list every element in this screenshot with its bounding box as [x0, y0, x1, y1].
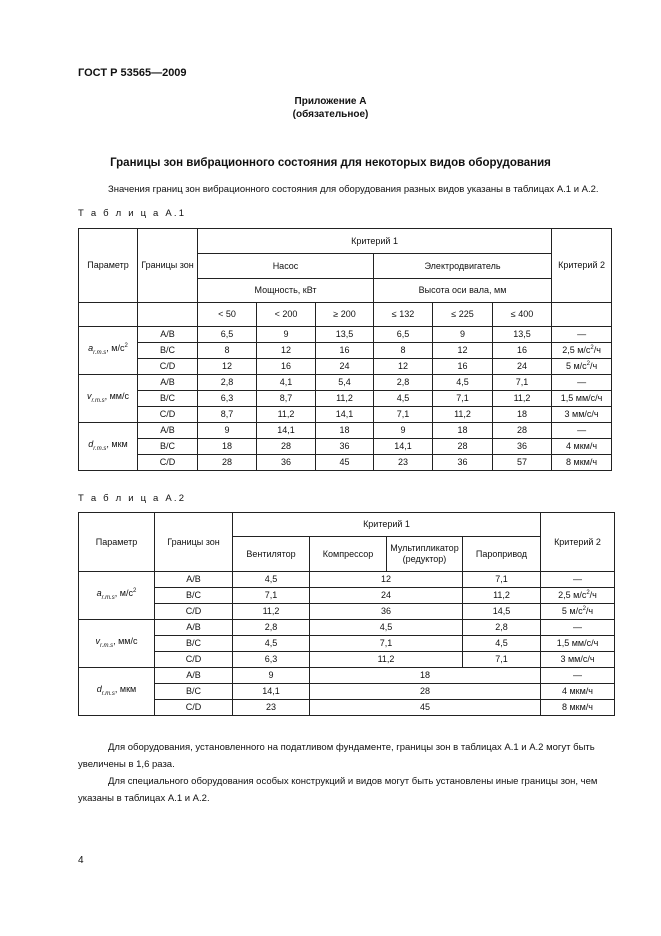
t2-header-zones: Границы зон — [155, 513, 233, 572]
zone-cell: B/C — [138, 391, 198, 407]
value-cell: 6,5 — [374, 327, 433, 343]
value-cell: 7,1 — [463, 572, 541, 588]
table-row — [79, 439, 612, 455]
t1-header-zones: Границы зон — [138, 229, 198, 303]
value-cell: 2,8 — [374, 375, 433, 391]
t2-header-fan: Вентилятор — [233, 537, 310, 572]
t1-subheader-row — [79, 303, 612, 327]
value-cell: 28 — [257, 439, 316, 455]
value-cell: 7,1 — [433, 391, 493, 407]
value-cell: 24 — [316, 359, 374, 375]
value-cell: 16 — [316, 343, 374, 359]
value-cell: 28 — [310, 684, 541, 700]
appendix-note: (обязательное) — [292, 109, 369, 120]
value-cell: 13,5 — [316, 327, 374, 343]
criterion2-cell: — — [541, 668, 615, 684]
zone-cell: A/B — [138, 375, 198, 391]
criterion2-cell: 4 мкм/ч — [541, 684, 615, 700]
criterion2-cell: 8 мкм/ч — [541, 700, 615, 716]
table-row — [79, 359, 612, 375]
zone-cell: C/D — [138, 407, 198, 423]
table1-label: Т а б л и ц а А.1 — [78, 208, 187, 219]
table-row — [79, 588, 615, 604]
t2-header-multiplier: Мультипликатор (редуктор) — [387, 537, 463, 572]
value-cell: 18 — [433, 423, 493, 439]
value-cell: 7,1 — [493, 375, 552, 391]
value-cell: 8 — [374, 343, 433, 359]
value-cell: 11,2 — [257, 407, 316, 423]
criterion2-cell: 1,5 мм/с/ч — [552, 391, 612, 407]
value-cell: 8,7 — [257, 391, 316, 407]
criterion2-cell: — — [552, 423, 612, 439]
value-cell: 23 — [374, 455, 433, 471]
criterion2-cell: 8 мкм/ч — [552, 455, 612, 471]
value-cell: 2,8 — [463, 620, 541, 636]
note-paragraph-2: Для специального оборудования особых конструкций и видов могут быть установлены иные границы зон, чем указаны в таблицах А.1 и А.2. — [78, 776, 598, 804]
param-cell: $d_{r.m.s}$, мкм — [79, 423, 138, 471]
criterion2-cell: — — [541, 620, 615, 636]
value-cell: 8,7 — [198, 407, 257, 423]
value-cell: 9 — [374, 423, 433, 439]
value-cell: 2,8 — [233, 620, 310, 636]
criterion2-cell: 5 $м/с^2/ч$ — [552, 359, 612, 375]
section-title: Границы зон вибрационного состояния для некоторых видов оборудования — [110, 157, 551, 169]
criterion2-cell: 2,5 $м/с^2/ч$ — [552, 343, 612, 359]
criterion2-cell: 4 мкм/ч — [552, 439, 612, 455]
value-cell: 8 — [198, 343, 257, 359]
value-cell: 36 — [257, 455, 316, 471]
value-cell: 28 — [493, 423, 552, 439]
value-cell: 36 — [310, 604, 463, 620]
value-cell: 12 — [257, 343, 316, 359]
value-cell: 14,1 — [257, 423, 316, 439]
table-row — [79, 343, 612, 359]
value-cell: 6,5 — [198, 327, 257, 343]
value-cell: 6,3 — [198, 391, 257, 407]
t1-col: ≤ 225 — [433, 303, 493, 327]
zone-cell: B/C — [138, 439, 198, 455]
value-cell: 16 — [257, 359, 316, 375]
value-cell: 12 — [310, 572, 463, 588]
value-cell: 7,1 — [310, 636, 463, 652]
t1-header-motor: Электродвигатель — [374, 254, 552, 279]
zone-cell: C/D — [155, 652, 233, 668]
value-cell: 4,1 — [257, 375, 316, 391]
value-cell: 11,2 — [233, 604, 310, 620]
t1-header-pump: Насос — [198, 254, 374, 279]
t1-col: ≥ 200 — [316, 303, 374, 327]
t1-col: < 50 — [198, 303, 257, 327]
value-cell: 7,1 — [374, 407, 433, 423]
table-row — [79, 684, 615, 700]
zone-cell: C/D — [138, 455, 198, 471]
zone-cell: A/B — [138, 423, 198, 439]
table-row — [79, 423, 612, 439]
value-cell: 12 — [374, 359, 433, 375]
table-row — [79, 407, 612, 423]
value-cell: 16 — [493, 343, 552, 359]
value-cell: 11,2 — [433, 407, 493, 423]
value-cell: 18 — [310, 668, 541, 684]
value-cell: 4,5 — [310, 620, 463, 636]
document-header: ГОСТ Р 53565—2009 — [78, 67, 187, 79]
value-cell: 4,5 — [374, 391, 433, 407]
criterion2-cell: 5 $м/с^2/ч$ — [541, 604, 615, 620]
value-cell: 2,8 — [198, 375, 257, 391]
t1-header-height: Высота оси вала, мм — [374, 279, 552, 303]
table-row — [79, 327, 612, 343]
value-cell: 16 — [433, 359, 493, 375]
table-row — [79, 652, 615, 668]
zone-cell: B/C — [155, 588, 233, 604]
table-row — [79, 620, 615, 636]
zone-cell: C/D — [138, 359, 198, 375]
value-cell: 11,2 — [310, 652, 463, 668]
zone-cell: A/B — [155, 572, 233, 588]
value-cell: 4,5 — [233, 636, 310, 652]
t1-header-power: Мощность, кВт — [198, 279, 374, 303]
value-cell: 45 — [316, 455, 374, 471]
zone-cell: A/B — [138, 327, 198, 343]
t1-header-crit2: Критерий 2 — [552, 229, 612, 303]
appendix-title: Приложение А — [294, 96, 367, 107]
table-row — [79, 700, 615, 716]
zone-cell: B/C — [138, 343, 198, 359]
value-cell: 12 — [198, 359, 257, 375]
value-cell: 28 — [433, 439, 493, 455]
value-cell: 18 — [316, 423, 374, 439]
value-cell: 4,5 — [433, 375, 493, 391]
criterion2-cell: — — [552, 375, 612, 391]
value-cell: 36 — [433, 455, 493, 471]
value-cell: 36 — [316, 439, 374, 455]
t2-header-steam: Паропривод — [463, 537, 541, 572]
table-row — [79, 572, 615, 588]
value-cell: 5,4 — [316, 375, 374, 391]
value-cell: 11,2 — [493, 391, 552, 407]
zone-cell: A/B — [155, 620, 233, 636]
value-cell: 4,5 — [233, 572, 310, 588]
t1-header-crit1: Критерий 1 — [198, 229, 552, 254]
value-cell: 28 — [198, 455, 257, 471]
t2-header-crit1: Критерий 1 — [233, 513, 541, 537]
value-cell: 14,1 — [316, 407, 374, 423]
table-row — [79, 604, 615, 620]
param-cell: $v_{r.m.s}$, мм/с — [79, 375, 138, 423]
table-row — [79, 375, 612, 391]
zone-cell: C/D — [155, 604, 233, 620]
value-cell: 14,1 — [233, 684, 310, 700]
value-cell: 11,2 — [463, 588, 541, 604]
zone-cell: B/C — [155, 684, 233, 700]
table-row — [79, 455, 612, 471]
t1-col: ≤ 400 — [493, 303, 552, 327]
page-number: 4 — [78, 855, 84, 866]
criterion2-cell: 1,5 мм/с/ч — [541, 636, 615, 652]
value-cell: 9 — [433, 327, 493, 343]
value-cell: 24 — [493, 359, 552, 375]
value-cell: 7,1 — [463, 652, 541, 668]
value-cell: 9 — [257, 327, 316, 343]
value-cell: 18 — [198, 439, 257, 455]
param-cell: $a_{r.m.s}$, $м/с^2$ — [79, 572, 155, 620]
value-cell: 23 — [233, 700, 310, 716]
t2-header-crit2: Критерий 2 — [541, 513, 615, 572]
value-cell: 12 — [433, 343, 493, 359]
value-cell: 14,5 — [463, 604, 541, 620]
t2-header-compressor: Компрессор — [310, 537, 387, 572]
value-cell: 18 — [493, 407, 552, 423]
value-cell: 4,5 — [463, 636, 541, 652]
value-cell: 6,3 — [233, 652, 310, 668]
criterion2-cell: 3 мм/с/ч — [541, 652, 615, 668]
criterion2-cell: — — [552, 327, 612, 343]
criterion2-cell: 2,5 $м/с^2/ч$ — [541, 588, 615, 604]
param-cell: $a_{r.m.s}$, $м/с^2$ — [79, 327, 138, 375]
value-cell: 14,1 — [374, 439, 433, 455]
value-cell: 36 — [493, 439, 552, 455]
criterion2-cell: 3 мм/с/ч — [552, 407, 612, 423]
zone-cell: C/D — [155, 700, 233, 716]
value-cell: 45 — [310, 700, 541, 716]
param-cell: $d_{r.m.s}$, мкм — [79, 668, 155, 716]
param-cell: $v_{r.m.s}$, мм/с — [79, 620, 155, 668]
t2-header-param: Параметр — [79, 513, 155, 572]
table-a2 — [78, 512, 615, 716]
value-cell: 9 — [198, 423, 257, 439]
value-cell: 57 — [493, 455, 552, 471]
note-paragraph-1: Для оборудования, установленного на податливом фундаменте, границы зон в таблицах А.1 и А.2 могут быть увеличены в 1,6 раза. — [78, 742, 595, 770]
intro-paragraph: Значения границ зон вибрационного состояния для оборудования разных видов указаны в таблицах А.1 и А.2. — [108, 184, 599, 195]
value-cell: 11,2 — [316, 391, 374, 407]
zone-cell: B/C — [155, 636, 233, 652]
table-a1 — [78, 228, 612, 471]
t1-col: < 200 — [257, 303, 316, 327]
table-row — [79, 391, 612, 407]
table-row — [79, 636, 615, 652]
criterion2-cell: — — [541, 572, 615, 588]
value-cell: 13,5 — [493, 327, 552, 343]
table-row — [79, 668, 615, 684]
value-cell: 7,1 — [233, 588, 310, 604]
zone-cell: A/B — [155, 668, 233, 684]
t1-col: ≤ 132 — [374, 303, 433, 327]
value-cell: 9 — [233, 668, 310, 684]
value-cell: 24 — [310, 588, 463, 604]
t1-header-param: Параметр — [79, 229, 138, 303]
table2-label: Т а б л и ц а А.2 — [78, 493, 187, 504]
